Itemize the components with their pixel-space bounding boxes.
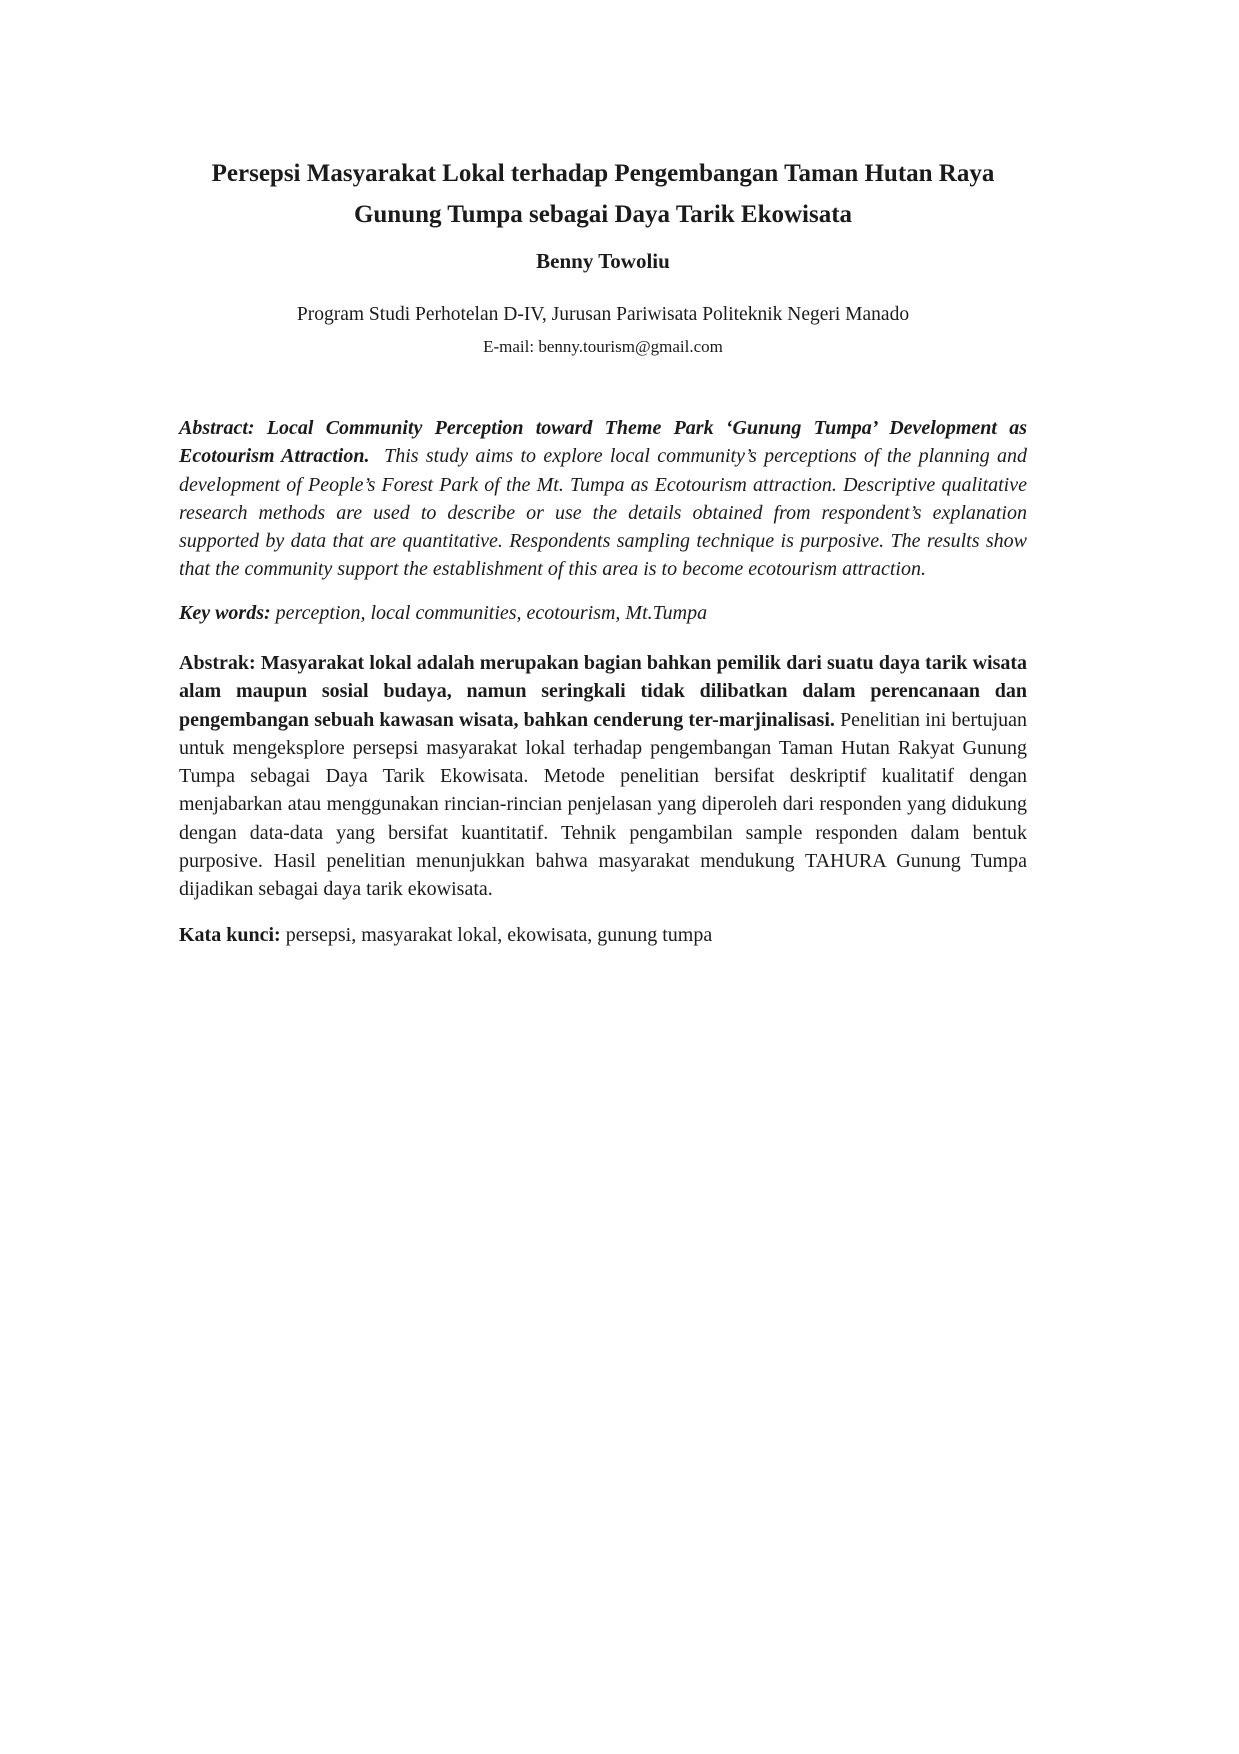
abstract-indonesian (179, 649, 1027, 904)
abstract-english-label: Abstract: (179, 417, 255, 439)
abstract-indonesian-body: Penelitian ini bertujuan untuk mengeksplore persepsi masyarakat lokal terhadap pengembangan Taman Hutan Rakyat Gunung Tumpa sebagai Daya Tarik Ekowisata. Metode penelitian bersifat deskriptif kualitatif dengan menjabarkan atau menggunakan rincian-rincian penjelasan yang diperoleh dari responden yang didukung dengan data-data yang bersifat kuantitatif. Tehnik pengambilan sample responden dalam bentuk purposive. Hasil penelitian menunjukkan bahwa masyarakat mendukung TAHURA Gunung Tumpa dijadikan sebagai daya tarik ekowisata. (179, 708, 1028, 901)
author-email: E-mail: benny.tourism@gmail.com (483, 337, 723, 356)
abstract-english-body: This study aims to explore local community’s perceptions of the planning and development of People’s Forest Park of the Mt. Tumpa as Ecotourism attraction. Descriptive qualitative research methods are used to describe or use the details obtained from respondent’s explanation supported by data that are quantitative. Respondents sampling technique is purposive. The results show that the community support the establishment of this area is to become ecotourism attraction. (179, 445, 1028, 581)
author-affiliation: Program Studi Perhotelan D-IV, Jurusan Pariwisata Politeknik Negeri Manado (296, 304, 910, 325)
keywords-english-label: Key words: (179, 602, 271, 624)
keywords-english (179, 599, 1027, 627)
paper-title-line-1: Persepsi Masyarakat Lokal terhadap Pengembangan Taman Hutan Raya (211, 159, 995, 187)
paper-title-line-2: Gunung Tumpa sebagai Daya Tarik Ekowisata (353, 200, 853, 228)
author-name: Benny Towoliu (536, 249, 670, 273)
keywords-indonesian (179, 921, 1027, 949)
keywords-english-text: perception, local communities, ecotourism, Mt.Tumpa (275, 602, 708, 624)
abstract-english-heading: Local Community Perception toward Theme Park ‘Gunung Tumpa’ Development as Ecotourism Attraction. (179, 417, 1027, 468)
keywords-indonesian-text: persepsi, masyarakat lokal, ekowisata, gunung tumpa (285, 924, 713, 946)
abstract-indonesian-label: Abstrak: (179, 652, 256, 674)
keywords-indonesian-label: Kata kunci: (179, 924, 281, 946)
abstract-indonesian-lead: Masyarakat lokal adalah merupakan bagian bahkan pemilik dari suatu daya tarik wisata alam maupun sosial budaya, namun seringkali tidak dilibatkan dalam perencanaan dan pengembangan sebuah kawasan wisata, bahkan cenderung ter-marjinalisasi. (179, 652, 1028, 731)
paper-title (179, 153, 1027, 235)
abstract-english (179, 414, 1027, 584)
